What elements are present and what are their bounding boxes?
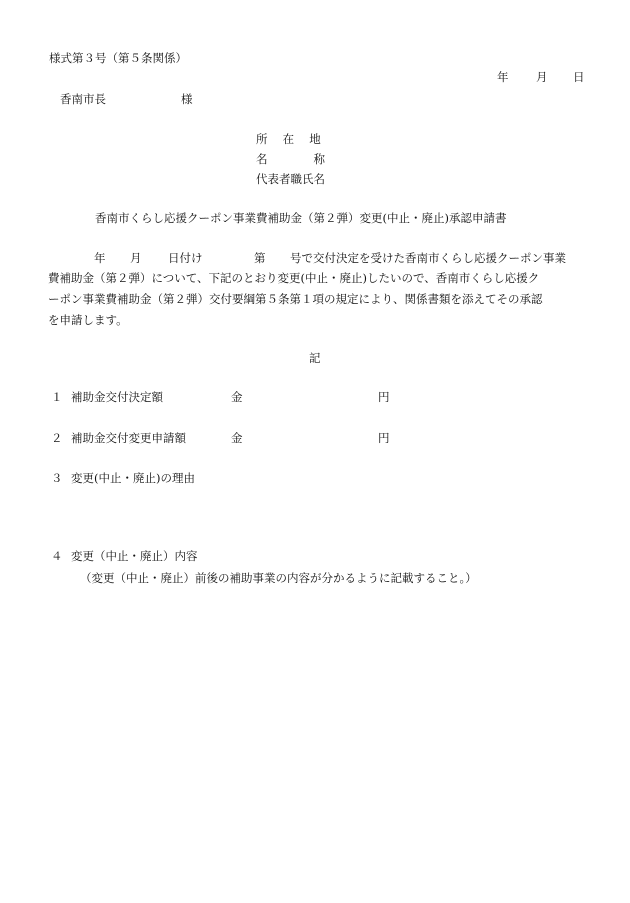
form-number: 様式第３号（第５条関係） [49,51,187,65]
item-kin-label: 金 [231,431,243,445]
date-day-label: 日 [573,70,585,84]
body-month-label: 月 [130,251,142,265]
item-label: 変更(中止・廃止)の理由 [71,471,195,485]
applicant-representative-label: 代表者職氏名 [256,172,325,186]
item-yen-label: 円 [378,431,390,445]
document-title: 香南市くらし応援クーポン事業費補助金（第２弾）変更(中止・廃止)承認申請書 [95,211,507,225]
item-label: 変更（中止・廃止）内容 [71,549,198,563]
item-note: （変更（中止・廃止）前後の補助事業の内容が分かるように記載すること。） [80,571,477,585]
item-number: ２ [51,431,63,445]
item-label: 補助金交付変更申請額 [71,431,186,445]
item-kin-label: 金 [231,390,243,404]
addressee-honorific: 様 [181,92,193,106]
applicant-location-label: 所 在 地 [256,132,321,146]
body-line-1: 号で交付決定を受けた香南市くらし応援クーポン事業 [290,251,566,265]
date-month-label: 月 [536,70,548,84]
body-year-label: 年 [94,251,106,265]
body-number-label: 第 [254,251,266,265]
item-label: 補助金交付決定額 [71,390,163,404]
body-line-4: を申請します。 [48,313,128,327]
ki-heading: 記 [309,351,321,365]
date-year-label: 年 [497,70,509,84]
body-line-2: 費補助金（第２弾）について、下記のとおり変更(中止・廃止)したいので、香南市くらし応援ク [48,271,540,285]
item-yen-label: 円 [378,390,390,404]
body-line-3: ーポン事業費補助金（第２弾）交付要綱第５条第１項の規定により、関係書類を添えてその承認 [48,292,543,306]
item-number: ３ [51,471,63,485]
item-number: １ [51,390,63,404]
addressee-name: 香南市長 [60,92,106,106]
applicant-name-label: 名 称 [256,152,325,166]
body-day-label: 日付け [168,251,203,265]
item-number: ４ [51,549,63,563]
